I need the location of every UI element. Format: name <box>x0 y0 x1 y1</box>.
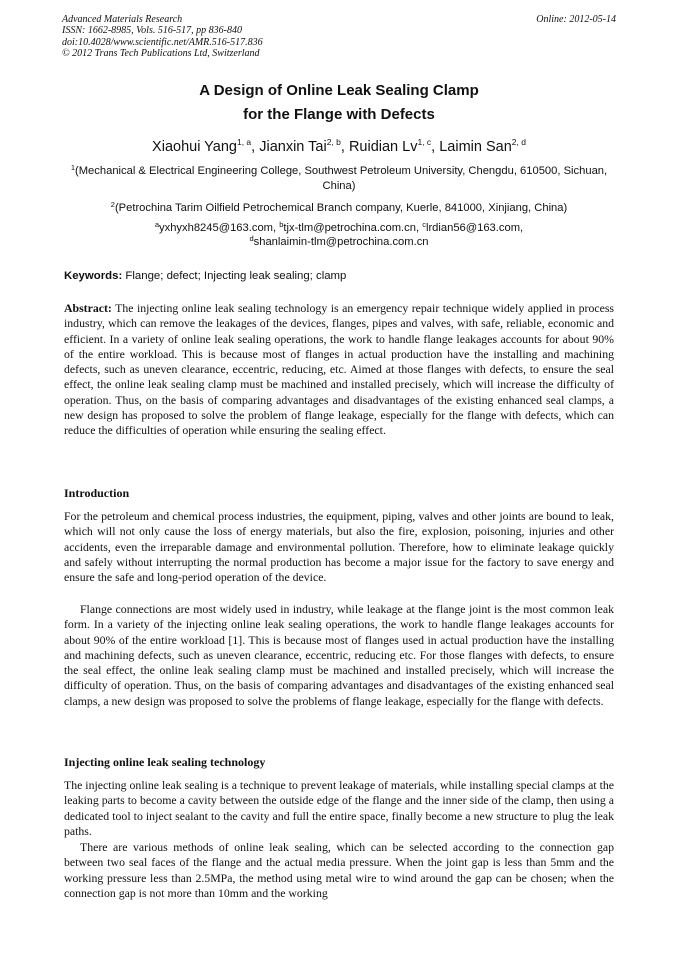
affiliation-sup: 1 <box>70 163 76 172</box>
email-sup: b <box>279 220 284 229</box>
injecting-paragraph-1: The injecting online leak sealing is a technique to prevent leakage of materials, while installing special clamps at the leaking parts to become a cavity between the outside edge of the flange and the inner side of the clamp, then using a dedicated tool to inject sealant to the cavity and full the entire space, finally become a new structure to plug the leak paths. <box>64 778 615 838</box>
issn-line: ISSN: 1662-8985, Vols. 516-517, pp 836-840 <box>62 25 242 37</box>
copyright-line: © 2012 Trans Tech Publications Ltd, Switzerland <box>62 48 260 60</box>
email-line-2 <box>62 235 616 249</box>
email-sup: d <box>249 234 254 243</box>
abstract-text: The injecting online leak sealing technology is an emergency repair technique widely applied in process industry, which can remove the leakages of the devices, flanges, pipes and valves, with safe, reliable, economic and efficient. In a variety of online leak sealing operations, the work to handle flange leakages accounts for about 90% of the entire workload. This is because most of flanges in actual production have the installing and machining defects, such as uneven clearance, eccentric, reducing, etc. Aimed at those flanges with defects, to ensure the seal effect, the online leak sealing clamp must be machined and installed precisely, which will increase the difficulty of operation. Thus, on the basis of comparing advantages and disadvantages of the existing enhanced seal clamps, a new design has proposed to solve the problem of flange leakage, especially for the flange with defects, which can reduce the difficulties of operation while ensuring the sealing effect. <box>64 301 614 438</box>
email-sup: a <box>154 220 160 229</box>
paper-title-line-1: A Design of Online Leak Sealing Clamp <box>199 82 479 99</box>
intro-paragraph-1: For the petroleum and chemical process industries, the equipment, piping, valves and other joints are bound to leak, which will not only cause the loss of energy materials, but also the fire, explosion, poisoning, injuries and other accidents, even the irreparable damage and environmental pollution. Therefore, how to eliminate leakage quickly and safely without interrupting the normal production has become a major issue for the factory to save energy and ensure the safe and long-period operation of the device. <box>64 509 614 585</box>
keywords-text: Flange; defect; Injecting leak sealing; clamp <box>125 270 347 282</box>
journal-header <box>62 14 616 60</box>
author-sup: 1, c <box>417 137 432 147</box>
online-date: Online: 2012-05-14 <box>536 14 616 25</box>
author-sep: , <box>340 139 349 155</box>
author-list <box>0 139 678 155</box>
email-line-1 <box>62 221 616 235</box>
author-name: Xiaohui Yang <box>152 139 237 155</box>
email-link[interactable]: lrdian56@163.com, <box>425 222 524 234</box>
email-link[interactable]: shanlaimin-tlm@petrochina.com.cn <box>253 236 429 248</box>
keywords <box>64 270 616 282</box>
author-emails <box>62 221 616 249</box>
author-sep: , <box>431 139 440 155</box>
affiliation-1 <box>62 164 616 194</box>
author-sup: 1, a <box>236 137 252 147</box>
keywords-label: Keywords: <box>64 270 123 282</box>
section-heading-introduction: Introduction <box>64 486 130 500</box>
abstract <box>64 301 614 439</box>
journal-name: Advanced Materials Research <box>62 14 183 25</box>
paper-title-line-2: for the Flange with Defects <box>243 106 435 123</box>
injecting-paragraph-2: There are various methods of online leak sealing, which can be selected according to the connection gap between two seal faces of the flange and the actual media pressure. When the joint gap is less than 5mm and the working pressure less than 2.5MPa, the method using metal wire to wind around the gap can be chosen; when the connection gap is not more than 10mm and the working <box>64 840 614 900</box>
author-name: Ruidian Lv <box>348 139 418 155</box>
abstract-label: Abstract: <box>64 301 112 315</box>
affiliation-text: (Mechanical & Electrical Engineering College, Southwest Petroleum University, Chengdu, 610500, Sichuan, China) <box>75 165 608 192</box>
affiliation-text: (Petrochina Tarim Oilfield Petrochemical Branch company, Kuerle, 841000, Xinjiang, China) <box>114 202 568 214</box>
intro-paragraph-2: Flange connections are most widely used in industry, while leakage at the flange joint is the most common leak form. In a variety of the injecting online leak sealing operations, the work to handle flange leakages accounts for about 90% of the entire workload [1]. This is because most of flanges used in actual production have the installing and machining defects, such as uneven clearance, eccentric, reducing etc. For those flanges with defects, to ensure the seal effect, the online leak sealing clamp must be machined and installed precisely, which will increase the difficulty of operation. Thus, on the basis of comparing advantages and disadvantages of the existing enhanced seal clamps, a new design was proposed to solve the problems of flange leakage, especially for the flange with defects. <box>64 602 614 708</box>
email-link[interactable]: tjx-tlm@petrochina.com.cn, <box>283 222 423 234</box>
affiliation-2 <box>62 201 616 216</box>
author-sup: 2, d <box>511 137 526 147</box>
author-name: Laimin San <box>439 139 512 155</box>
email-sup: c <box>422 220 426 229</box>
author-sup: 2, b <box>326 137 341 147</box>
email-link[interactable]: yxhyxh8245@163.com, <box>159 222 280 234</box>
author-sep: , <box>251 139 260 155</box>
doi-line: doi:10.4028/www.scientific.net/AMR.516-517.836 <box>62 36 263 48</box>
author-name: Jianxin Tai <box>259 139 327 155</box>
affiliation-sup: 2 <box>110 200 115 209</box>
section-heading-injecting: Injecting online leak sealing technology <box>64 755 266 769</box>
